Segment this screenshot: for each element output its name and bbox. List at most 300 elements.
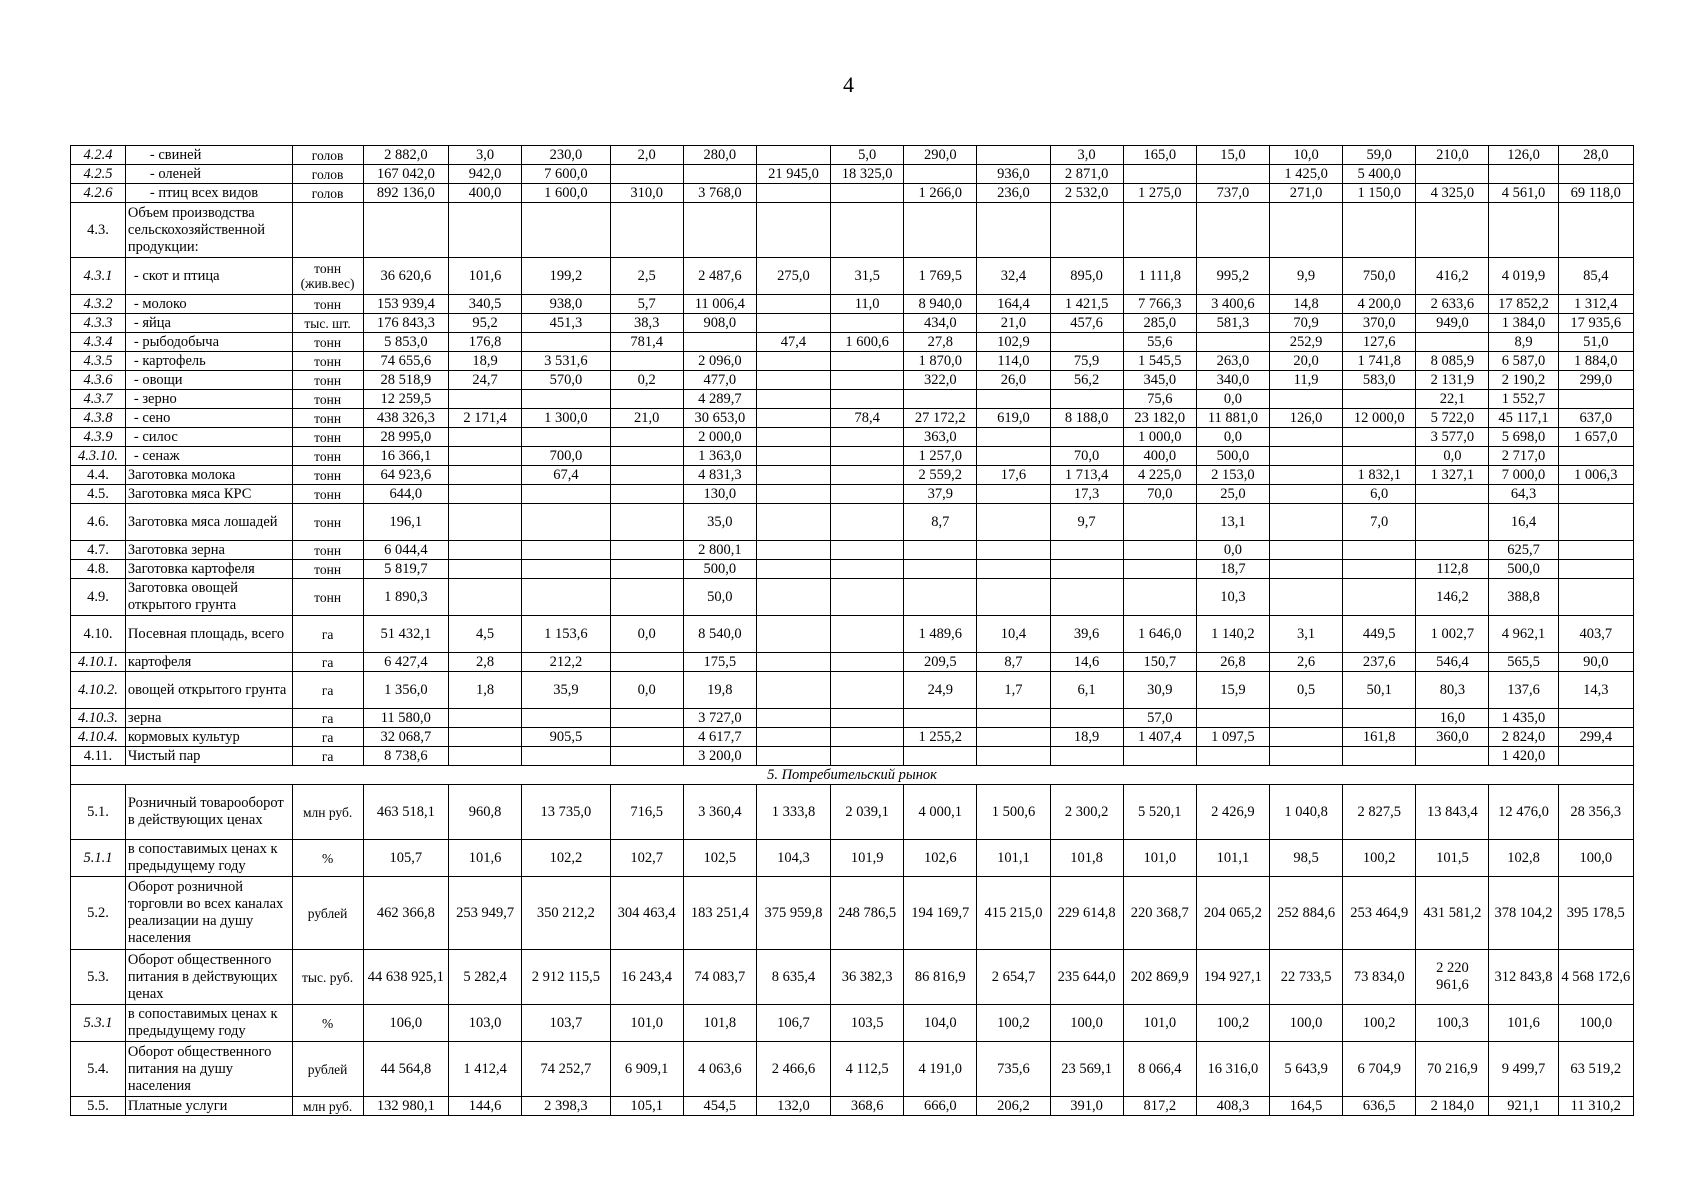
unit-cell: %	[292, 1005, 363, 1042]
value-cell: 1 870,0	[904, 352, 977, 371]
value-cell: 1 600,6	[831, 333, 904, 352]
value-cell	[1050, 333, 1123, 352]
section-title: 5. Потребительский рынок	[71, 766, 1634, 785]
value-cell: 4 019,9	[1489, 258, 1558, 295]
value-cell: 2 824,0	[1489, 728, 1558, 747]
value-cell: 30 653,0	[683, 409, 756, 428]
value-cell: 434,0	[904, 314, 977, 333]
value-cell: 23 182,0	[1123, 409, 1196, 428]
table-row	[71, 295, 1634, 314]
value-cell	[756, 314, 830, 333]
row-label: - оленей	[125, 165, 292, 184]
table-row	[71, 541, 1634, 560]
value-cell: 101,0	[610, 1005, 683, 1042]
value-cell: 11 881,0	[1196, 409, 1269, 428]
value-cell: 2 096,0	[683, 352, 756, 371]
value-cell: 5 698,0	[1489, 428, 1558, 447]
value-cell	[831, 428, 904, 447]
value-cell: 70,0	[1050, 447, 1123, 466]
value-cell: 1 421,5	[1050, 295, 1123, 314]
value-cell: 100,0	[1270, 1005, 1343, 1042]
row-number: 4.3.5	[71, 352, 126, 371]
value-cell	[610, 165, 683, 184]
value-cell: 100,2	[1343, 1005, 1416, 1042]
value-cell: 565,5	[1489, 653, 1558, 672]
table-row	[71, 428, 1634, 447]
table-row	[71, 371, 1634, 390]
value-cell: 304 463,4	[610, 877, 683, 950]
value-cell: 183 251,4	[683, 877, 756, 950]
table-row	[71, 333, 1634, 352]
value-cell	[1196, 165, 1269, 184]
unit-cell: тонн	[292, 541, 363, 560]
value-cell: 431 581,2	[1416, 877, 1489, 950]
value-cell: 1 407,4	[1123, 728, 1196, 747]
value-cell	[449, 466, 522, 485]
value-cell: 2 220 961,6	[1416, 950, 1489, 1005]
value-cell: 212,2	[522, 653, 610, 672]
value-cell: 64 923,6	[363, 466, 448, 485]
row-label: Заготовка зерна	[125, 541, 292, 560]
value-cell: 146,2	[1416, 579, 1489, 616]
unit-cell: рублей	[292, 1042, 363, 1097]
unit-cell: тонн	[292, 560, 363, 579]
value-cell: 2 882,0	[363, 146, 448, 165]
value-cell: 18,9	[1050, 728, 1123, 747]
value-cell	[610, 728, 683, 747]
row-label: Заготовка картофеля	[125, 560, 292, 579]
row-label: - сено	[125, 409, 292, 428]
value-cell: 20,0	[1270, 352, 1343, 371]
value-cell	[1558, 541, 1633, 560]
unit-cell: тонн (жив.вес)	[292, 258, 363, 295]
row-number: 4.3.10.	[71, 447, 126, 466]
unit-cell: тыс. руб.	[292, 950, 363, 1005]
value-cell: 2 131,9	[1416, 371, 1489, 390]
value-cell	[522, 390, 610, 409]
value-cell: 11,0	[831, 295, 904, 314]
value-cell: 104,3	[756, 840, 830, 877]
value-cell	[904, 747, 977, 766]
value-cell	[449, 485, 522, 504]
value-cell	[1416, 485, 1489, 504]
value-cell	[756, 579, 830, 616]
value-cell: 85,4	[1558, 258, 1633, 295]
value-cell: 17,3	[1050, 485, 1123, 504]
value-cell	[449, 447, 522, 466]
value-cell	[904, 390, 977, 409]
value-cell: 253 464,9	[1343, 877, 1416, 950]
value-cell: 10,4	[977, 616, 1050, 653]
value-cell: 18,9	[449, 352, 522, 371]
value-cell	[1196, 333, 1269, 352]
value-cell: 64,3	[1489, 485, 1558, 504]
value-cell: 6 587,0	[1489, 352, 1558, 371]
table-row	[71, 560, 1634, 579]
value-cell: 1 300,0	[522, 409, 610, 428]
value-cell: 4,5	[449, 616, 522, 653]
value-cell: 229 614,8	[1050, 877, 1123, 950]
unit-cell: тонн	[292, 504, 363, 541]
value-cell: 451,3	[522, 314, 610, 333]
table-row	[71, 747, 1634, 766]
value-cell	[977, 504, 1050, 541]
value-cell: 137,6	[1489, 672, 1558, 709]
table-row	[71, 409, 1634, 428]
value-cell: 360,0	[1416, 728, 1489, 747]
value-cell: 5 853,0	[363, 333, 448, 352]
value-cell: 2 487,6	[683, 258, 756, 295]
row-label: - картофель	[125, 352, 292, 371]
value-cell	[683, 333, 756, 352]
value-cell	[1343, 560, 1416, 579]
value-cell	[1343, 709, 1416, 728]
value-cell: 21,0	[977, 314, 1050, 333]
value-cell: 735,6	[977, 1042, 1050, 1097]
value-cell	[1343, 541, 1416, 560]
unit-cell: тонн	[292, 295, 363, 314]
value-cell	[1196, 709, 1269, 728]
value-cell: 105,7	[363, 840, 448, 877]
value-cell	[1050, 560, 1123, 579]
value-cell: 150,7	[1123, 653, 1196, 672]
value-cell	[831, 447, 904, 466]
value-cell: 70,9	[1270, 314, 1343, 333]
value-cell: 1 312,4	[1558, 295, 1633, 314]
value-cell	[1270, 203, 1343, 258]
value-cell	[1196, 747, 1269, 766]
value-cell	[522, 333, 610, 352]
value-cell: 2 633,6	[1416, 295, 1489, 314]
value-cell	[449, 560, 522, 579]
value-cell	[756, 485, 830, 504]
row-label: Платные услуги	[125, 1097, 292, 1116]
value-cell	[756, 653, 830, 672]
unit-cell: тонн	[292, 447, 363, 466]
value-cell: 2 871,0	[1050, 165, 1123, 184]
value-cell	[1050, 390, 1123, 409]
value-cell	[1050, 203, 1123, 258]
row-label: кормовых культур	[125, 728, 292, 747]
value-cell: 100,0	[1558, 1005, 1633, 1042]
value-cell	[977, 728, 1050, 747]
value-cell	[1270, 466, 1343, 485]
value-cell: 1 741,8	[1343, 352, 1416, 371]
value-cell	[522, 504, 610, 541]
value-cell: 5 520,1	[1123, 785, 1196, 840]
value-cell: 50,0	[683, 579, 756, 616]
value-cell	[1050, 541, 1123, 560]
value-cell	[756, 447, 830, 466]
value-cell: 104,0	[904, 1005, 977, 1042]
value-cell: 105,1	[610, 1097, 683, 1116]
value-cell: 45 117,1	[1489, 409, 1558, 428]
value-cell	[522, 579, 610, 616]
value-cell: 101,1	[977, 840, 1050, 877]
value-cell	[977, 390, 1050, 409]
value-cell: 1 600,0	[522, 184, 610, 203]
value-cell: 4 617,7	[683, 728, 756, 747]
value-cell: 101,8	[1050, 840, 1123, 877]
value-cell: 2,0	[610, 146, 683, 165]
table-row	[71, 203, 1634, 258]
value-cell: 416,2	[1416, 258, 1489, 295]
value-cell: 936,0	[977, 165, 1050, 184]
value-cell	[449, 203, 522, 258]
value-cell: 9,7	[1050, 504, 1123, 541]
value-cell	[683, 203, 756, 258]
value-cell: 132,0	[756, 1097, 830, 1116]
value-cell: 194 927,1	[1196, 950, 1269, 1005]
value-cell: 3 768,0	[683, 184, 756, 203]
value-cell	[1343, 747, 1416, 766]
value-cell: 10,3	[1196, 579, 1269, 616]
row-number: 4.7.	[71, 541, 126, 560]
value-cell: 63 519,2	[1558, 1042, 1633, 1097]
value-cell	[1343, 203, 1416, 258]
value-cell	[831, 747, 904, 766]
row-label: - свиней	[125, 146, 292, 165]
value-cell: 13 843,4	[1416, 785, 1489, 840]
value-cell: 21,0	[610, 409, 683, 428]
table-row	[71, 950, 1634, 1005]
value-cell: 14,8	[1270, 295, 1343, 314]
value-cell: 7 000,0	[1489, 466, 1558, 485]
value-cell: 24,7	[449, 371, 522, 390]
value-cell: 106,0	[363, 1005, 448, 1042]
value-cell	[522, 560, 610, 579]
value-cell: 18 325,0	[831, 165, 904, 184]
value-cell: 101,8	[683, 1005, 756, 1042]
value-cell: 895,0	[1050, 258, 1123, 295]
value-cell	[1050, 747, 1123, 766]
value-cell: 75,6	[1123, 390, 1196, 409]
value-cell	[610, 541, 683, 560]
value-cell: 1 384,0	[1489, 314, 1558, 333]
value-cell: 12 259,5	[363, 390, 448, 409]
value-cell: 75,9	[1050, 352, 1123, 371]
value-cell	[831, 653, 904, 672]
value-cell	[1558, 485, 1633, 504]
value-cell: 252,9	[1270, 333, 1343, 352]
value-cell: 949,0	[1416, 314, 1489, 333]
row-number: 5.1.1	[71, 840, 126, 877]
value-cell: 6 044,4	[363, 541, 448, 560]
value-cell	[1416, 333, 1489, 352]
value-cell: 6,1	[1050, 672, 1123, 709]
value-cell: 637,0	[1558, 409, 1633, 428]
value-cell	[1050, 579, 1123, 616]
row-label: - зерно	[125, 390, 292, 409]
value-cell: 27 172,2	[904, 409, 977, 428]
value-cell: 370,0	[1343, 314, 1416, 333]
value-cell: 2 559,2	[904, 466, 977, 485]
value-cell: 103,5	[831, 1005, 904, 1042]
value-cell: 2,5	[610, 258, 683, 295]
table-row	[71, 146, 1634, 165]
value-cell: 132 980,1	[363, 1097, 448, 1116]
row-number: 4.2.6	[71, 184, 126, 203]
value-cell: 12 000,0	[1343, 409, 1416, 428]
value-cell	[449, 541, 522, 560]
value-cell: 21 945,0	[756, 165, 830, 184]
row-number: 4.3.4	[71, 333, 126, 352]
value-cell: 95,2	[449, 314, 522, 333]
value-cell: 252 884,6	[1270, 877, 1343, 950]
value-cell: 194 169,7	[904, 877, 977, 950]
value-cell: 500,0	[683, 560, 756, 579]
value-cell: 1 255,2	[904, 728, 977, 747]
value-cell	[449, 728, 522, 747]
value-cell: 2 717,0	[1489, 447, 1558, 466]
value-cell	[610, 352, 683, 371]
row-label: - яйца	[125, 314, 292, 333]
value-cell: 2,8	[449, 653, 522, 672]
value-cell: 17 935,6	[1558, 314, 1633, 333]
value-cell	[522, 709, 610, 728]
value-cell: 102,6	[904, 840, 977, 877]
value-cell	[363, 203, 448, 258]
value-cell: 74 252,7	[522, 1042, 610, 1097]
value-cell	[831, 314, 904, 333]
value-cell: 299,4	[1558, 728, 1633, 747]
value-cell: 2 398,3	[522, 1097, 610, 1116]
value-cell: 285,0	[1123, 314, 1196, 333]
value-cell: 350 212,2	[522, 877, 610, 950]
value-cell	[1558, 560, 1633, 579]
value-cell: 3 577,0	[1416, 428, 1489, 447]
value-cell: 4 200,0	[1343, 295, 1416, 314]
value-cell: 1 150,0	[1343, 184, 1416, 203]
value-cell	[610, 560, 683, 579]
value-cell	[610, 466, 683, 485]
value-cell: 0,2	[610, 371, 683, 390]
value-cell: 2,6	[1270, 653, 1343, 672]
value-cell: 106,7	[756, 1005, 830, 1042]
value-cell: 3 727,0	[683, 709, 756, 728]
row-number: 4.3.2	[71, 295, 126, 314]
value-cell: 1 266,0	[904, 184, 977, 203]
value-cell	[756, 203, 830, 258]
value-cell	[831, 352, 904, 371]
value-cell: 0,0	[1196, 390, 1269, 409]
table-row	[71, 1005, 1634, 1042]
value-cell: 4 325,0	[1416, 184, 1489, 203]
value-cell	[522, 428, 610, 447]
value-cell: 1 884,0	[1558, 352, 1633, 371]
table-row	[71, 672, 1634, 709]
value-cell	[1123, 165, 1196, 184]
value-cell: 164,4	[977, 295, 1050, 314]
row-number: 5.2.	[71, 877, 126, 950]
value-cell: 6,0	[1343, 485, 1416, 504]
value-cell: 3,1	[1270, 616, 1343, 653]
value-cell: 1 769,5	[904, 258, 977, 295]
value-cell: 1 420,0	[1489, 747, 1558, 766]
value-cell	[1123, 560, 1196, 579]
value-cell: 112,8	[1416, 560, 1489, 579]
value-cell: 19,8	[683, 672, 756, 709]
table-row	[71, 165, 1634, 184]
value-cell: 4 561,0	[1489, 184, 1558, 203]
value-cell: 0,0	[610, 616, 683, 653]
value-cell: 391,0	[1050, 1097, 1123, 1116]
value-cell: 23 569,1	[1050, 1042, 1123, 1097]
value-cell: 388,8	[1489, 579, 1558, 616]
value-cell: 3 400,6	[1196, 295, 1269, 314]
value-cell: 2 184,0	[1416, 1097, 1489, 1116]
value-cell: 24,9	[904, 672, 977, 709]
value-cell	[977, 560, 1050, 579]
value-cell: 202 869,9	[1123, 950, 1196, 1005]
table-row	[71, 1042, 1634, 1097]
row-number: 4.8.	[71, 560, 126, 579]
value-cell: 0,5	[1270, 672, 1343, 709]
value-cell: 817,2	[1123, 1097, 1196, 1116]
value-cell: 2 827,5	[1343, 785, 1416, 840]
table-row	[71, 616, 1634, 653]
value-cell: 290,0	[904, 146, 977, 165]
value-cell	[1558, 447, 1633, 466]
value-cell	[756, 371, 830, 390]
unit-cell: тонн	[292, 409, 363, 428]
value-cell	[1416, 203, 1489, 258]
value-cell: 8 940,0	[904, 295, 977, 314]
table-row	[71, 447, 1634, 466]
value-cell	[449, 747, 522, 766]
value-cell: 6 427,4	[363, 653, 448, 672]
value-cell: 199,2	[522, 258, 610, 295]
value-cell: 1 153,6	[522, 616, 610, 653]
value-cell: 102,2	[522, 840, 610, 877]
value-cell: 28 356,3	[1558, 785, 1633, 840]
value-cell	[449, 504, 522, 541]
value-cell	[610, 709, 683, 728]
value-cell: 2 000,0	[683, 428, 756, 447]
value-cell: 50,1	[1343, 672, 1416, 709]
value-cell: 5 282,4	[449, 950, 522, 1005]
row-label: Заготовка мяса лошадей	[125, 504, 292, 541]
row-number: 5.1.	[71, 785, 126, 840]
row-label: Оборот общественного питания в действующих ценах	[125, 950, 292, 1005]
value-cell	[683, 165, 756, 184]
row-number: 4.10.	[71, 616, 126, 653]
value-cell	[610, 203, 683, 258]
value-cell: 126,0	[1489, 146, 1558, 165]
unit-cell: га	[292, 616, 363, 653]
page-number: 4	[843, 72, 854, 97]
value-cell	[831, 616, 904, 653]
value-cell: 1 002,7	[1416, 616, 1489, 653]
value-cell	[449, 428, 522, 447]
value-cell: 44 564,8	[363, 1042, 448, 1097]
value-cell	[756, 616, 830, 653]
value-cell	[1050, 428, 1123, 447]
value-cell: 32,4	[977, 258, 1050, 295]
value-cell: 0,0	[1416, 447, 1489, 466]
value-cell: 4 191,0	[904, 1042, 977, 1097]
row-number: 4.3.8	[71, 409, 126, 428]
value-cell: 26,0	[977, 371, 1050, 390]
value-cell: 14,6	[1050, 653, 1123, 672]
value-cell: 236,0	[977, 184, 1050, 203]
value-cell: 700,0	[522, 447, 610, 466]
section-header-row	[71, 766, 1634, 785]
value-cell	[831, 203, 904, 258]
value-cell	[904, 709, 977, 728]
value-cell: 5 643,9	[1270, 1042, 1343, 1097]
row-label: - птиц всех видов	[125, 184, 292, 203]
